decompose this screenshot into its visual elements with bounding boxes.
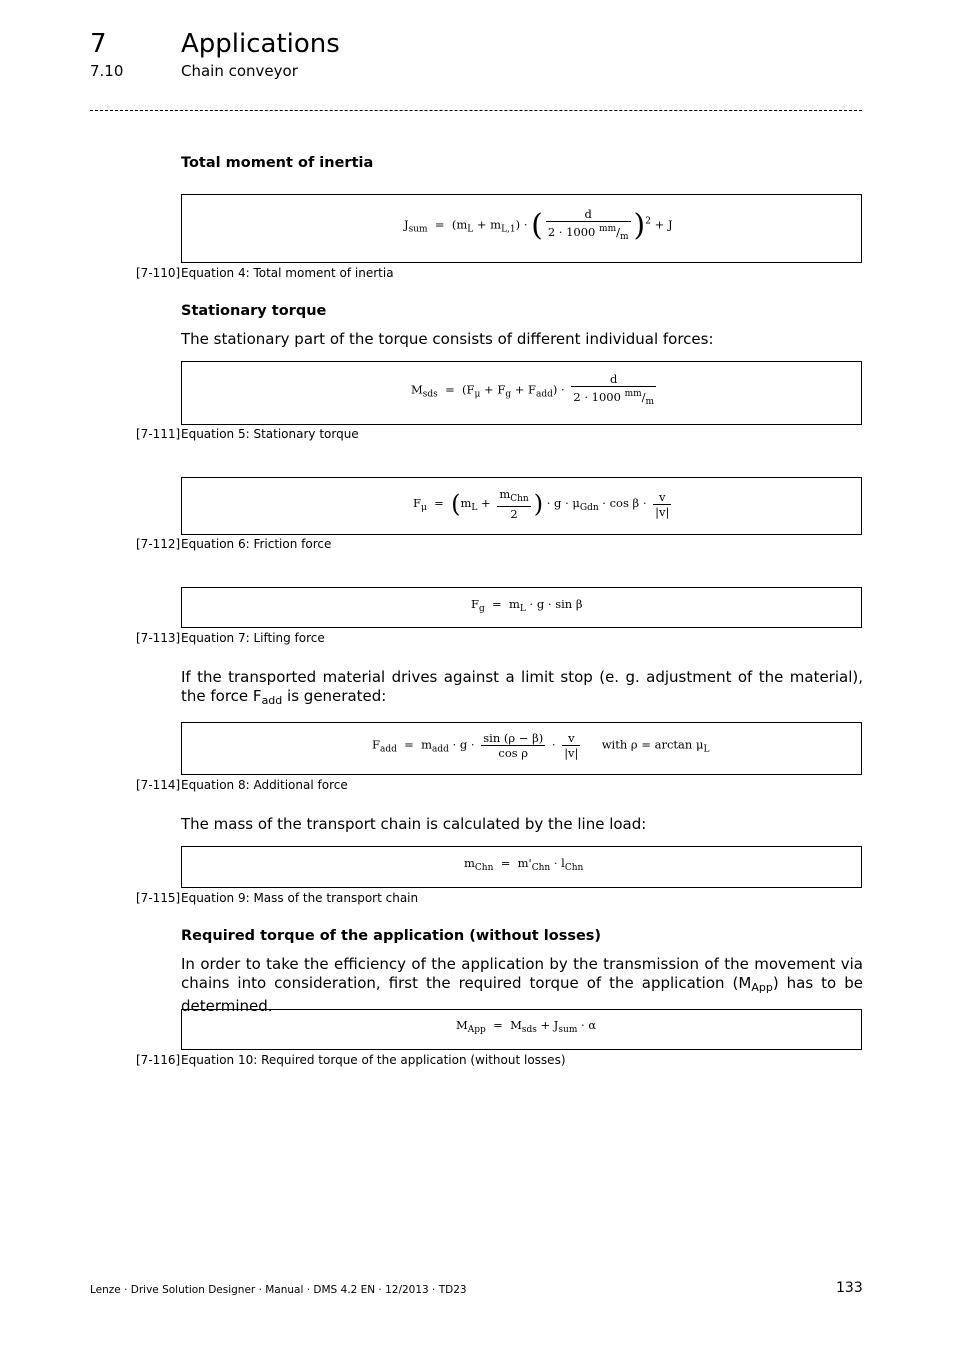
chapter-number: 7 — [90, 29, 107, 59]
heading-stationary-torque: Stationary torque — [181, 303, 327, 319]
paragraph-text: In order to take the efficiency of the application by the transmission of the movement via chains into consideration, first the required torque of the application (M — [181, 955, 863, 992]
caption-number: [7-113] — [136, 631, 181, 645]
equation-8-box — [181, 722, 862, 775]
equation-10-box — [181, 1009, 862, 1050]
section-title: Chain conveyor — [181, 62, 298, 80]
heading-total-moment-of-inertia: Total moment of inertia — [181, 155, 374, 171]
caption-text: Equation 10: Required torque of the application (without losses) — [181, 1053, 566, 1067]
equation-6-box — [181, 477, 862, 535]
footer-text: Lenze · Drive Solution Designer · Manual · DMS 4.2 EN · 12/2013 · TD23 — [90, 1284, 467, 1296]
paragraph-text: If the transported material drives against a limit stop (e. g. adjustment of the material), the force F — [181, 668, 863, 705]
caption-text: Equation 4: Total moment of inertia — [181, 266, 394, 280]
caption-text: Equation 7: Lifting force — [181, 631, 325, 645]
caption-number: [7-112] — [136, 537, 181, 551]
paragraph-efficiency — [181, 955, 863, 1016]
equation-7: $F_g = m_L \cdot g \cdot \sin \beta$ — [471, 597, 583, 614]
section-number: 7.10 — [90, 62, 124, 80]
equation-7-box — [181, 587, 862, 628]
caption-number: [7-116] — [136, 1053, 181, 1067]
paragraph-stationary-intro: The stationary part of the torque consists of different individual forces: — [181, 330, 714, 348]
equation-4: $J_{sum} = (m_L + m_{L,1})$ · ( $\frac{d}{2 \cdot 1000 ^{mm}/_m}$ )$^2$ + J — [404, 207, 673, 243]
caption-text: Equation 6: Friction force — [181, 537, 332, 551]
paragraph-subscript: add — [261, 694, 283, 707]
equation-6: $F_\mu = (m_L$ + $\frac{m_{Chn}}{2}$ ) · $g \cdot \mu_{Gdn} \cdot \cos \beta$ · $\frac{v}{|v|}$ — [413, 487, 670, 521]
paragraph-chain-mass: The mass of the transport chain is calculated by the line load: — [181, 815, 647, 833]
caption-number: [7-114] — [136, 778, 181, 792]
caption-text: Equation 8: Additional force — [181, 778, 348, 792]
caption-text: Equation 9: Mass of the transport chain — [181, 891, 419, 905]
paragraph-additional-force — [181, 668, 863, 710]
equation-9-box — [181, 846, 862, 888]
page-number: 133 — [836, 1280, 863, 1296]
caption-text: Equation 5: Stationary torque — [181, 427, 359, 441]
paragraph-text: is generated: — [282, 687, 387, 705]
equation-4-box — [181, 194, 862, 263]
equation-5: $M_{sds} = (F_\mu + F_g + F_{add})$ · $\frac{d}{2 \cdot 1000 ^{mm}/_m}$ — [411, 372, 655, 407]
caption-number: [7-115] — [136, 891, 181, 905]
heading-required-torque: Required torque of the application (without losses) — [181, 928, 602, 944]
paragraph-subscript: App — [751, 981, 773, 994]
equation-8: $F_{add} = m_{add} \cdot g$ · $\frac{\sin (\rho - \beta)}{\text{cos ρ}}$ · $\frac{v}{|v|}$ with $\rho = \arctan \mu_L$ — [372, 731, 710, 760]
caption-number: [7-110] — [136, 266, 181, 280]
equation-10: $M_{App} = M_{sds} + J_{sum} \cdot \alpha$ — [456, 1018, 597, 1035]
header-divider — [90, 110, 862, 111]
equation-9: $m_{Chn} = m'_{Chn} \cdot l_{Chn}$ — [464, 856, 584, 873]
chapter-title: Applications — [181, 29, 340, 59]
caption-number: [7-111] — [136, 427, 181, 441]
paragraph-text: ) has to be determined. — [181, 974, 863, 1015]
equation-5-box — [181, 361, 862, 425]
